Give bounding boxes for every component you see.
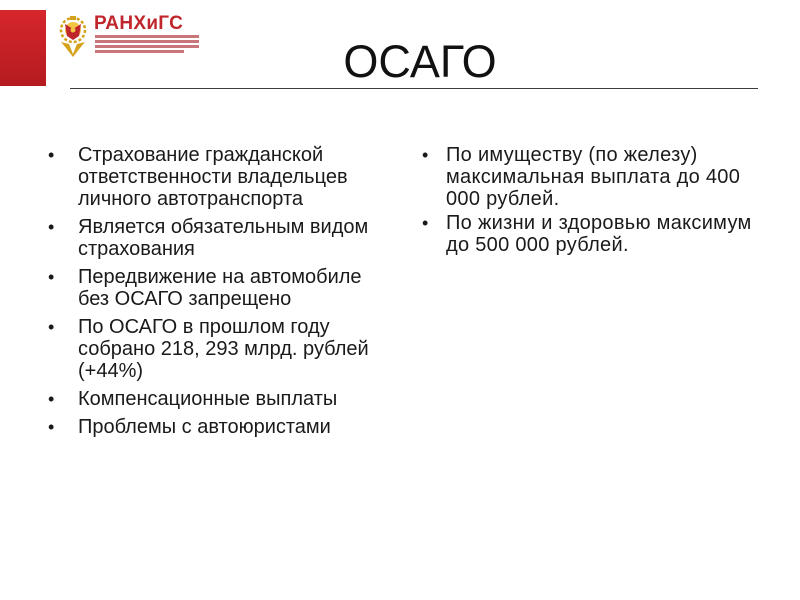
title-divider xyxy=(70,88,758,89)
bullet-text: По жизни и здоровью максимум до 500 000 рублей. xyxy=(446,212,752,256)
right-bullet-list xyxy=(420,144,760,258)
bullet-dot-icon: • xyxy=(48,217,55,237)
bullet-dot-icon: • xyxy=(48,317,55,337)
bullet-item xyxy=(46,266,396,310)
bullet-item xyxy=(46,216,396,260)
bullet-text: Компенсационные выплаты xyxy=(78,388,338,410)
bullet-dot-icon: • xyxy=(48,267,55,287)
bullet-dot-icon: • xyxy=(422,213,429,233)
double-headed-eagle-emblem-icon xyxy=(56,14,90,58)
ranepa-logo xyxy=(56,14,196,62)
bullet-item xyxy=(46,316,396,382)
bullet-text: Страхование гражданской ответственности владельцев личного автотранспорта xyxy=(78,144,348,210)
bullet-item xyxy=(46,388,396,410)
bullet-dot-icon: • xyxy=(48,389,55,409)
logo-name: РАНХиГС xyxy=(94,13,184,34)
bullet-dot-icon: • xyxy=(48,145,55,165)
bullet-text: По ОСАГО в прошлом году собрано 218, 293 млрд. рублей (+44%) xyxy=(78,316,369,382)
bullet-dot-icon: • xyxy=(48,417,55,437)
bullet-text: Проблемы с автоюристами xyxy=(78,416,331,438)
slide-title: ОСАГО xyxy=(343,36,497,87)
bullet-text: Является обязательным видом страхования xyxy=(78,216,369,260)
bullet-item xyxy=(420,144,760,210)
logo-subtitle-lines xyxy=(95,35,199,55)
brand-color-bar xyxy=(0,10,46,86)
bullet-dot-icon: • xyxy=(422,145,429,165)
bullet-item xyxy=(46,416,396,438)
logo-wordmark xyxy=(94,14,204,62)
bullet-text: Передвижение на автомобиле без ОСАГО запрещено xyxy=(78,266,362,310)
bullet-text: По имуществу (по железу) максимальная выплата до 400 000 рублей. xyxy=(446,144,741,210)
bullet-item xyxy=(420,212,760,256)
bullet-item xyxy=(46,144,396,210)
left-bullet-list xyxy=(46,144,396,444)
